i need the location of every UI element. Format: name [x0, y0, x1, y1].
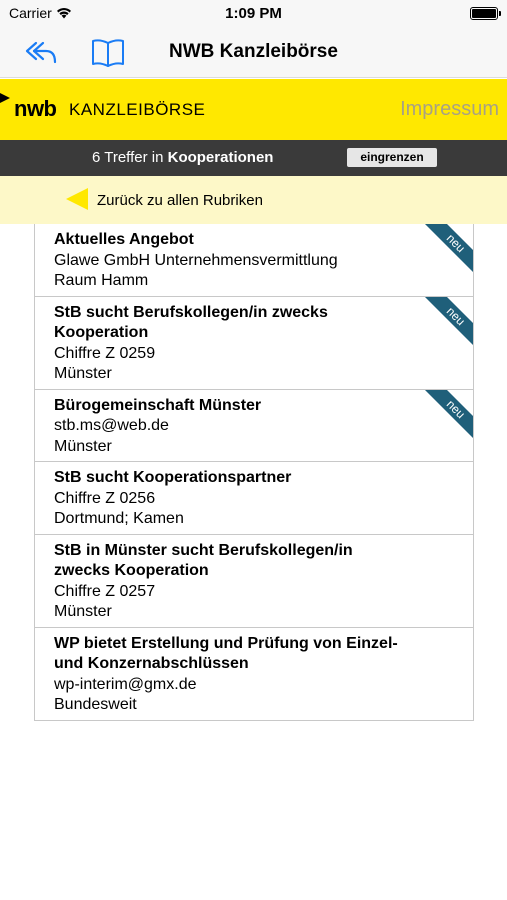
new-badge-label: neu — [443, 303, 468, 328]
result-bar — [0, 140, 507, 176]
list-item[interactable] — [35, 224, 473, 296]
listing-title: StB sucht Kooperationspartner — [54, 469, 292, 486]
listing-location: Dortmund; Kamen — [54, 510, 184, 527]
listing-contact: stb.ms@web.de — [54, 417, 169, 434]
listing-title: WP bietet Erstellung und Prüfung von Einzel- und Konzernabschlüssen — [54, 634, 398, 672]
new-badge — [425, 297, 473, 345]
back-label: Zurück zu allen Rubriken — [97, 192, 263, 209]
brand-banner — [0, 79, 507, 140]
listing-contact: wp-interim@gmx.de — [54, 675, 197, 693]
listing-list — [34, 224, 474, 721]
filter-button[interactable]: eingrenzen — [347, 148, 437, 167]
listing-contact: Chiffre Z 0257 — [54, 582, 156, 600]
list-item[interactable] — [35, 296, 473, 389]
new-badge-label: neu — [443, 396, 468, 421]
carrier-label: Carrier — [9, 5, 52, 21]
listing-contact: Glawe GmbH Unternehmensvermittlung — [54, 251, 338, 269]
listing-contact: Chiffre Z 0256 — [54, 489, 156, 507]
listing-location: Bundesweit — [54, 696, 137, 713]
new-badge-label: neu — [443, 231, 468, 256]
battery-icon — [470, 7, 498, 20]
listing-title: StB in Münster sucht Berufskollegen/in zwecks Kooperation — [54, 541, 353, 579]
back-to-categories[interactable] — [0, 176, 507, 224]
logo-kanzleiboerse: KANZLEIBÖRSE — [69, 100, 206, 119]
list-item[interactable] — [35, 389, 473, 462]
listing-location: Münster — [54, 365, 112, 382]
status-bar — [0, 0, 507, 28]
listing-contact: Chiffre Z 0259 — [54, 344, 156, 362]
status-time: 1:09 PM — [225, 5, 282, 22]
list-item[interactable] — [35, 627, 473, 720]
listing-title: Bürogemeinschaft Münster — [54, 396, 262, 414]
navigation-bar — [0, 28, 507, 78]
listing-title: StB sucht Berufskollegen/in zwecks Kooperation — [54, 303, 328, 341]
logo-nwb: nwb — [14, 96, 57, 121]
listing-location: Münster — [54, 437, 112, 455]
result-count: 6 Treffer in — [92, 149, 164, 166]
new-badge — [425, 390, 473, 438]
listing-title: Aktuelles Angebot — [54, 231, 194, 248]
logo-mark-icon — [0, 93, 10, 103]
list-item[interactable] — [35, 534, 473, 627]
result-category: Kooperationen — [167, 149, 274, 166]
listing-location: Raum Hamm — [54, 272, 149, 289]
back-arrow-icon — [66, 188, 88, 210]
impressum-link[interactable]: Impressum — [400, 98, 499, 120]
list-item[interactable] — [35, 461, 473, 534]
result-summary — [92, 149, 273, 166]
listing-location: Münster — [54, 603, 112, 620]
page-title: NWB Kanzleibörse — [169, 41, 338, 62]
new-badge — [425, 224, 473, 272]
